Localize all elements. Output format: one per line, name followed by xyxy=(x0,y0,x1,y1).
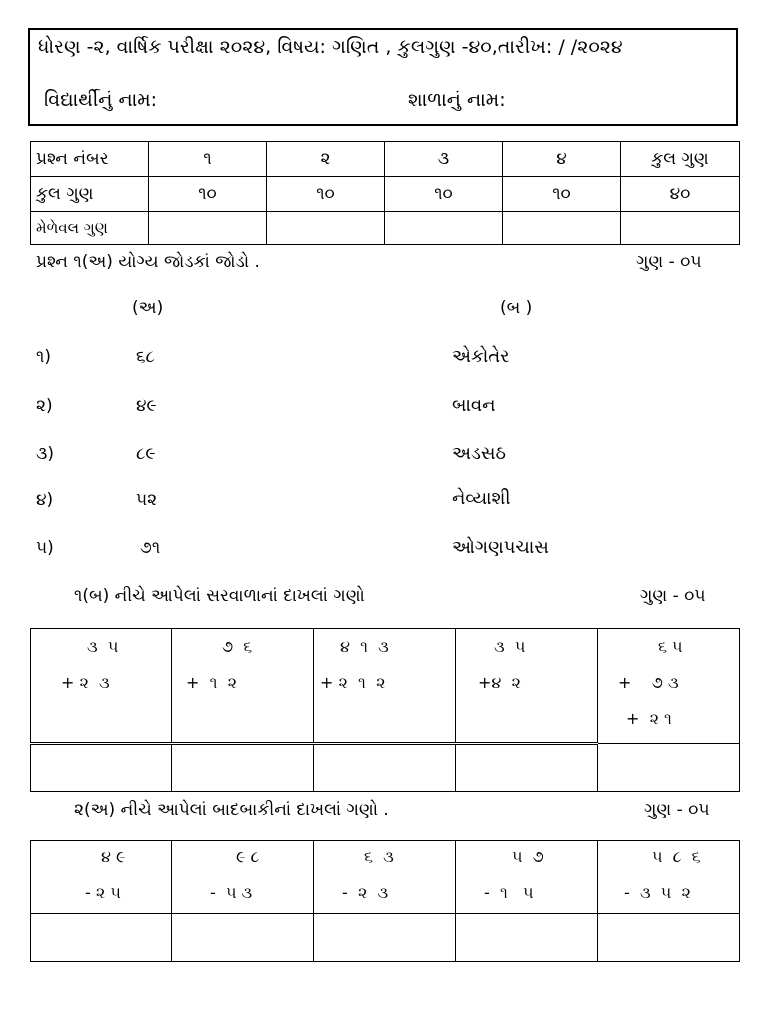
problem-bottom-number: + ૨ ૩ xyxy=(61,673,110,692)
match-row-number: ૧) xyxy=(36,347,51,367)
question-number-cell: ૩ xyxy=(385,142,503,177)
problem-top-number: ૩ ૫ xyxy=(87,637,119,656)
question-number-row xyxy=(31,142,740,177)
total-marks-cell: ૧૦ xyxy=(385,177,503,212)
subtraction-problem xyxy=(31,841,172,914)
subtraction-problem xyxy=(456,841,598,914)
total-marks-cell: ૧૦ xyxy=(267,177,385,212)
problem-bottom-number: - ૧ ૫ xyxy=(484,883,534,902)
column-a-heading: (અ) xyxy=(132,298,164,318)
problem-bottom-number: + ૨ ૧ xyxy=(626,709,672,728)
problem-top-number: ૫ ૭ xyxy=(512,847,544,866)
subtraction-problem xyxy=(598,841,740,914)
q1a-heading: પ્રશ્ન ૧(અ) યોગ્ય જોડકાં જોડો . xyxy=(36,252,260,272)
problem-top-number: ૬ ૫ xyxy=(658,637,683,656)
addition-problem xyxy=(598,629,740,744)
total-marks-cell: ૧૦ xyxy=(149,177,267,212)
student-name-label: વિદ્યાર્થીનું નામ: xyxy=(44,89,158,111)
exam-title: ધોરણ -૨, વાર્ષિક પરીક્ષા ૨૦૨૪, વિષય: ગણિત , કુલગુણ -૪૦,તારીખ: / /૨૦૨૪ xyxy=(38,36,623,58)
answer-cell[interactable] xyxy=(172,914,314,962)
total-marks-label: કુલ ગુણ xyxy=(31,177,149,212)
subtraction-problem xyxy=(314,841,456,914)
match-column-b-item: ઓગણપચાસ xyxy=(452,537,549,558)
q2a-heading: ૨(અ) નીચે આપેલાં બાદબાકીનાં દાખલાં ગણો . xyxy=(74,800,389,820)
q1b-heading: ૧(બ) નીચે આપેલાં સરવાળાનાં દાખલાં ગણો xyxy=(74,586,365,606)
match-column-a-item: ૪૯ xyxy=(136,396,157,416)
q1a-marks: ગુણ - ૦૫ xyxy=(636,252,702,272)
obtained-marks-cell[interactable] xyxy=(503,212,621,245)
question-number-cell: ૨ xyxy=(267,142,385,177)
match-row-number: ૫) xyxy=(36,538,54,558)
subtraction-table xyxy=(30,840,740,962)
obtained-marks-row xyxy=(31,212,740,245)
question-number-cell: કુલ ગુણ xyxy=(621,142,740,177)
problem-bottom-number: + ૧ ૨ xyxy=(186,673,237,692)
school-name-label: શાળાનું નામ: xyxy=(408,89,506,111)
addition-problem xyxy=(31,629,172,744)
obtained-marks-cell[interactable] xyxy=(621,212,740,245)
q1b-marks: ગુણ - ૦૫ xyxy=(640,586,706,606)
obtained-marks-cell[interactable] xyxy=(149,212,267,245)
problem-bottom-number: - ૩ ૫ ૨ xyxy=(624,883,691,902)
match-row-number: ૩) xyxy=(36,444,54,464)
problem-top-number: ૪ ૯ xyxy=(101,847,126,866)
question-number-cell: ૪ xyxy=(503,142,621,177)
match-row-number: ૪) xyxy=(36,490,54,510)
problem-middle-number: + ૭ ૩ xyxy=(618,673,679,692)
match-column-a-item: ૮૯ xyxy=(136,444,156,464)
problem-bottom-number: - ૫ ૩ xyxy=(210,883,253,902)
problem-top-number: ૭ ૬ xyxy=(222,637,253,656)
q2a-marks: ગુણ - ૦૫ xyxy=(644,800,710,820)
answer-cell[interactable] xyxy=(456,914,598,962)
answer-cell[interactable] xyxy=(598,744,740,792)
column-b-heading: (બ ) xyxy=(500,298,533,318)
subtraction-problem xyxy=(172,841,314,914)
match-column-a-item: ૬૮ xyxy=(136,347,155,367)
total-marks-row xyxy=(31,177,740,212)
question-number-cell: ૧ xyxy=(149,142,267,177)
answer-cell[interactable] xyxy=(31,914,172,962)
problem-bottom-number: + ૨ ૧ ૨ xyxy=(320,673,386,692)
problem-top-number: ૪ ૧ ૩ xyxy=(340,637,389,656)
problem-bottom-number: +૪ ૨ xyxy=(478,673,521,692)
match-column-b-item: અડસઠ xyxy=(452,443,506,464)
addition-table xyxy=(30,628,740,792)
obtained-marks-cell[interactable] xyxy=(267,212,385,245)
match-column-a-item: ૫૨ xyxy=(136,490,158,510)
answer-cell[interactable] xyxy=(314,914,456,962)
answer-cell[interactable] xyxy=(314,744,456,792)
problem-top-number: ૫ ૮ ૬ xyxy=(652,847,701,866)
answer-cell[interactable] xyxy=(172,744,314,792)
match-column-a-item: ૭૧ xyxy=(140,538,161,558)
total-marks-cell: ૧૦ xyxy=(503,177,621,212)
answer-cell[interactable] xyxy=(31,744,172,792)
answer-cell[interactable] xyxy=(456,744,598,792)
obtained-marks-cell[interactable] xyxy=(385,212,503,245)
problem-bottom-number: - ૨ ૫ xyxy=(85,883,121,902)
addition-problem xyxy=(314,629,456,744)
match-row-number: ૨) xyxy=(36,396,53,416)
match-column-b-item: બાવન xyxy=(452,395,496,416)
marks-table xyxy=(30,141,740,245)
answer-cell[interactable] xyxy=(598,914,740,962)
match-column-b-item: નેવ્યાશી xyxy=(452,488,511,509)
match-column-b-item: એકોતેર xyxy=(452,346,510,367)
total-marks-cell: ૪૦ xyxy=(621,177,740,212)
problem-bottom-number: - ૨ ૩ xyxy=(342,883,389,902)
addition-problem xyxy=(456,629,598,744)
addition-problem xyxy=(172,629,314,744)
obtained-marks-label: મેળેવલ ગુણ xyxy=(31,212,149,245)
problem-top-number: ૩ ૫ xyxy=(494,637,526,656)
problem-top-number: ૬ ૩ xyxy=(364,847,394,866)
question-number-label: પ્રશ્ન નંબર xyxy=(31,142,149,177)
problem-top-number: ૯ ૮ xyxy=(236,847,260,866)
